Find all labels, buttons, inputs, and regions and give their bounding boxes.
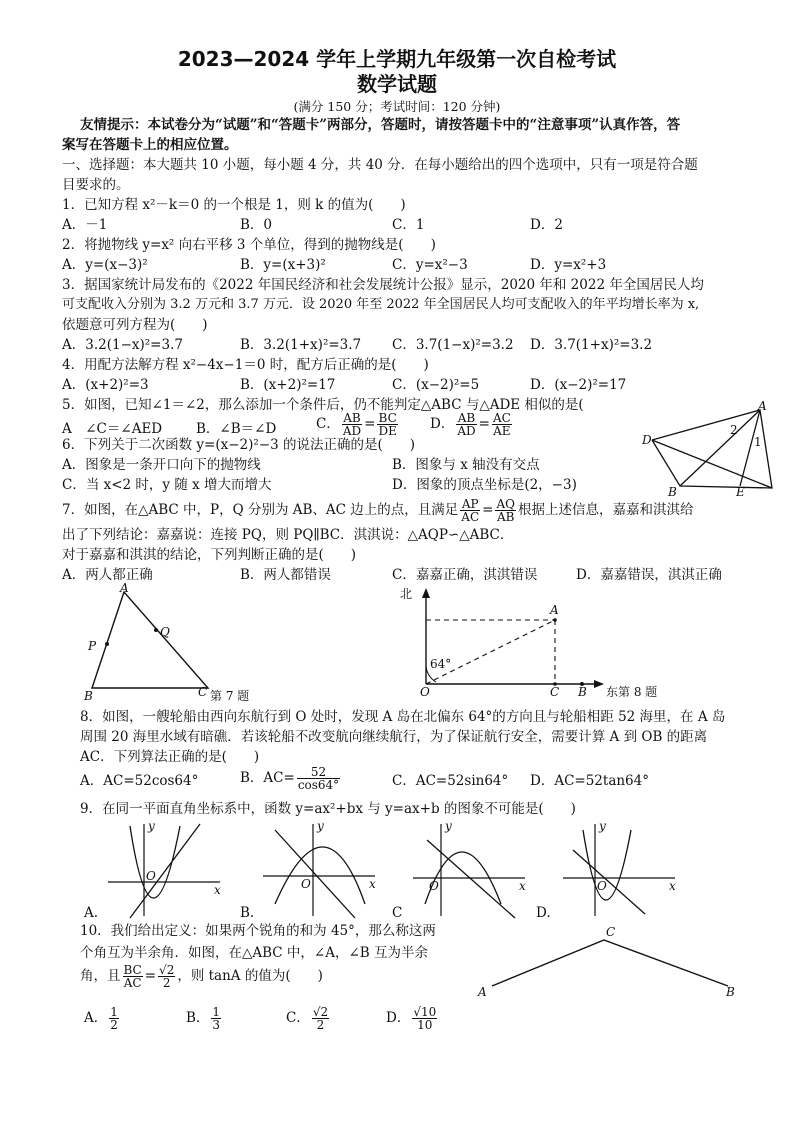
q9d-label-x: x [669,879,676,893]
q1-option-d: D．2 [530,217,563,233]
q3-line1: 3．据国家统计局发布的《2022 年国民经济和社会发展统计公报》显示，2020 年和 2022 年全国居民人均 [62,277,704,293]
q10-frac-num: BC [123,963,142,977]
q10-a-prefix: A． [84,1010,108,1026]
q10-d-prefix: D． [386,1010,411,1026]
q5-d-den2: AE [493,424,511,438]
q4-option-d: D．(x−2)²=17 [530,377,627,393]
q10-frac-den: AC [123,976,142,990]
q10-eq: = [144,968,157,984]
q6-stem: 6．下列关于二次函数 y=(x−2)²−3 的说法正确的是( ) [62,437,416,453]
q5-d-frac1 [456,412,476,437]
q7-frac2-num: AQ [496,497,515,511]
section1-line1: 一、选择题：本大题共 10 小题，每小题 4 分，共 40 分．在每小题给出的四个选项中，只有一项是符合题 [62,157,698,173]
q8-label-o: O [420,685,430,699]
q8-option-d: D．AC=52tan64° [530,773,649,789]
q10-option-c [286,1006,331,1031]
q7-line3: 对于嘉嘉和淇淇的结论，下列判断正确的是( ) [62,547,357,563]
q10-figure [470,920,750,1000]
q5-figure-outline [652,410,772,488]
q5-c-num2: BC [378,411,397,425]
q10-c-den: 2 [316,1018,325,1032]
q2-option-a: A．y=(x−3)² [62,257,148,273]
q10-d-den: 10 [417,1018,433,1032]
q7-point-p [105,642,109,646]
q4-option-b: B．(x+2)²=17 [240,377,336,393]
q8-label-east: 东 [606,685,619,699]
exam-subtitle: 数学试题 [357,72,437,96]
q8-b-frac [297,766,340,791]
q10-c-num: √2 [312,1005,329,1019]
q10-a-frac [109,1006,119,1031]
exam-title: 2023—2024 学年上学期九年级第一次自检考试 [177,47,617,71]
q10-frac-bc-ac [123,964,143,989]
q10-option-d [386,1006,439,1031]
q7-option-c: C．嘉嘉正确，淇淇错误 [392,567,538,583]
q10-label-b: B [726,985,735,999]
q10-b-prefix: B． [186,1010,210,1026]
q5-figure [640,398,780,498]
q8-north-arrow [422,588,430,598]
q10-a-num: 1 [110,1005,118,1019]
q5-option-c: C． $\frac{AB}{AD}$ = $\frac{BC}{DE}$ [316,411,397,438]
q3-option-a: A．3.2(1−x)²=3.7 [62,337,183,353]
q8-label-b: B [578,685,587,699]
q5-option-d: D． $\frac{AB}{AD}$ = $\frac{AC}{AE}$ [430,411,511,438]
q7-figure [80,581,270,704]
q9d-label-y: y [599,819,606,833]
q9d-label-o: O [597,879,607,893]
q7-line1-post: 根据上述信息，嘉嘉和淇淇给 [517,502,694,518]
q3-line3: 依题意可列方程为( ) [62,317,208,333]
q5-c-frac2 [377,412,397,437]
q7-triangle [92,592,208,688]
q2-stem: 2．将抛物线 y=x² 向右平移 3 个单位，得到的抛物线是( ) [62,237,436,253]
q8-b-den: cos64° [297,778,340,792]
q10-root-den: 2 [162,976,171,990]
q8-option-b [240,766,342,791]
q8-option-a: A．AC=52cos64° [80,773,199,789]
q9-option-d: D. [536,905,551,921]
q10-frac-root [158,964,175,989]
q8-line1: 8．如图，一艘轮船由西向东航行到 O 处时，发现 A 岛在北偏东 64°的方向且与轮船相距 52 海里，在 A 岛 [80,709,726,725]
q7-option-a: A．两人都正确 [62,567,153,583]
q5-stem: 5．如图，已知∠1＝∠2，那么添加一个条件后，仍不能判定△ABC 与△ADE 相似的是( [62,397,584,413]
q9b-label-o: O [301,877,311,891]
q3-line2: 可支配收入分别为 3.2 万元和 3.7 万元．设 2020 年至 2022 年全国居民人均可支配收入的年平均增长率为 x, [62,297,700,312]
q7-point-q [154,628,158,632]
q3-option-d: D．3.7(1+x)²=3.2 [530,337,653,353]
q10-c-prefix: C． [286,1010,310,1026]
q6-option-a: A．图象是一条开口向下的抛物线 [62,457,261,473]
q7-option-b: B．两人都错误 [240,567,331,583]
q9-stem: 9．在同一平面直角坐标系中，函数 y=ax²+bx 与 y=ax+b 的图象不可能是( ) [80,801,576,817]
q8-point-a [553,618,557,622]
q10-root-num: √2 [159,963,175,977]
q10-d-frac [412,1006,437,1031]
q10-b-num: 1 [212,1005,221,1019]
q7-line1-pre: 7．如图，在△ABC 中，P，Q 分别为 AB、AC 边上的点，且满足 [62,502,459,518]
q9d-line [573,850,645,914]
q1-option-b: B．0 [240,217,273,233]
q5-d-den1: AD [457,424,476,438]
q9-option-c: C [392,905,403,921]
q6-option-c: C．当 x<2 时，y 随 x 增大而增大 [62,477,272,493]
q4-stem: 4．用配方法解方程 x²−4x−1＝0 时，配方后正确的是( ) [62,357,429,373]
q10-line1: 10．我们给出定义：如果两个锐角的和为 45°，那么称这两 [80,923,436,939]
q10-d-num: √10 [413,1005,437,1019]
q7-caption: 第 7 题 [210,689,250,703]
q7-label-q: Q [160,625,170,639]
q6-option-d: D．图象的顶点坐标是(2，−3) [392,477,577,493]
q5-c-den2: DE [378,424,397,438]
q10-line3-pre: 角，且 [80,968,121,984]
q10-label-a: A [478,985,487,999]
q5-label-2: 2 [730,423,738,437]
q5-c-den1: AD [342,424,362,438]
tips-line2: 案写在答题卡上的相应位置。 [62,137,238,153]
q9b-line [275,830,355,918]
exam-meta: (满分 150 分；考试时间：120 分钟) [293,99,501,114]
q10-b-den: 3 [212,1018,221,1032]
q5-c-frac1 [342,412,362,437]
q8-label-angle: 64° [430,657,452,671]
q5-d-prefix: D． [430,416,455,432]
q5-label-d: D [642,433,652,447]
q2-option-b: B．y=(x+3)² [240,257,326,273]
q9b-label-y: y [317,819,324,833]
q10-line2: 个角互为半余角．如图，在△ABC 中，∠A，∠B 互为半余 [80,945,429,961]
q2-option-d: D．y=x²+3 [530,257,607,273]
q10-line3 [80,964,323,989]
q5-d-frac2 [492,412,512,437]
q8-dashed-oa [426,620,555,684]
q4-option-c: C．(x−2)²=5 [392,377,480,393]
q5-d-num2: AC [492,411,511,425]
q1-option-a: A．－1 [62,217,108,233]
q5-c-num1: AB [343,411,361,425]
q8-figure [400,584,740,704]
q7-label-p: P [88,639,97,653]
q10-line3-post: ，则 tanA 的值为( ) [177,968,323,984]
q9c-line [427,840,515,918]
q1-option-c: C．1 [392,217,425,233]
q9a-label-o: O [146,869,156,883]
q7-label-c: C [198,685,208,699]
q8-option-c: C．AC=52sin64° [392,773,509,789]
q7-line2: 出了下列结论：嘉嘉说：连接 PQ，则 PQ∥BC．淇淇说：△AQP∽△ABC． [62,527,514,543]
q7-frac2-den: AB [496,510,515,524]
q7-frac1 [460,498,480,523]
q9a-line [130,824,200,918]
q7-line1: 7．如图，在△ABC 中，P，Q 分别为 AB、AC 边上的点，且满足 $\frac{AP}{AC}$ = $\frac{AQ}{AB}$ 根据上述信息，嘉嘉和淇淇给 [62,497,694,524]
q10-c-frac [312,1006,329,1031]
q10-a-den: 2 [110,1018,118,1032]
q9c-label-o: O [429,879,439,893]
q10-label-c: C [606,925,616,939]
q10-b-frac [211,1006,221,1031]
q7-option-d: D．嘉嘉错误，淇淇正确 [576,567,722,583]
q8-caption: 第 8 题 [618,685,658,699]
q7-label-a: A [120,581,129,595]
q6-option-b: B．图象与 x 轴没有交点 [392,457,540,473]
q8-b-prefix: B．AC= [240,770,295,786]
q5-d-num1: AB [457,411,476,425]
q3-option-b: B．3.2(1+x)²=3.7 [240,337,362,353]
q8-label-a: A [550,603,559,617]
q9-option-b: B. [240,905,255,921]
q10-option-a [84,1006,121,1031]
q10-triangle-sides [492,940,728,986]
q8-east-arrow [594,680,604,688]
q7-frac2 [495,498,516,523]
tips-line1: 友情提示：本试卷分为“试题”和“答题卡”两部分，答题时，请按答题卡中的“注意事项”认真作答，答 [80,117,681,133]
q8-b-num: 52 [297,766,340,779]
q5-label-e: E [736,485,745,499]
q9-graph-d [555,820,685,920]
q5-option-a: A ∠C＝∠AED [62,421,163,437]
q8-label-north: 北 [400,587,413,601]
q9c-label-x: x [519,879,526,893]
q9-option-a: A. [84,905,99,921]
q9-graph-b [255,820,385,920]
q7-frac1-num: AP [461,497,479,511]
q9-graph-a [100,820,230,920]
q5-c-prefix: C． [316,416,340,432]
q7-frac1-den: AC [461,510,480,524]
q4-option-a: A．(x+2)²=3 [62,377,149,393]
q3-option-c: C．3.7(1−x)²=3.2 [392,337,514,353]
q5-option-b: B．∠B＝∠D [196,421,277,437]
q2-option-c: C．y=x²−3 [392,257,468,273]
q8-line3: AC．下列算法正确的是( ) [80,749,260,765]
q7-label-b: B [84,689,93,703]
q9a-label-y: y [148,819,155,833]
q9a-label-x: x [214,883,221,897]
q10-option-b [186,1006,223,1031]
q9c-label-y: y [445,819,452,833]
section1-line2: 目要求的。 [62,177,130,193]
q8-label-c: C [550,685,560,699]
q5-label-b: B [668,485,677,499]
q5-label-a: A [758,399,767,413]
q8-line2: 周围 20 海里水域有暗礁．若该轮船不改变航向继续航行，为了保证航行安全，需要计算 A 到 OB 的距离 [80,729,708,745]
q5-label-1: 1 [754,435,762,449]
q9b-label-x: x [369,877,376,891]
q9-graph-c [405,820,535,920]
q1-stem: 1．已知方程 x²－k＝0 的一个根是 1，则 k 的值为( ) [62,197,406,213]
